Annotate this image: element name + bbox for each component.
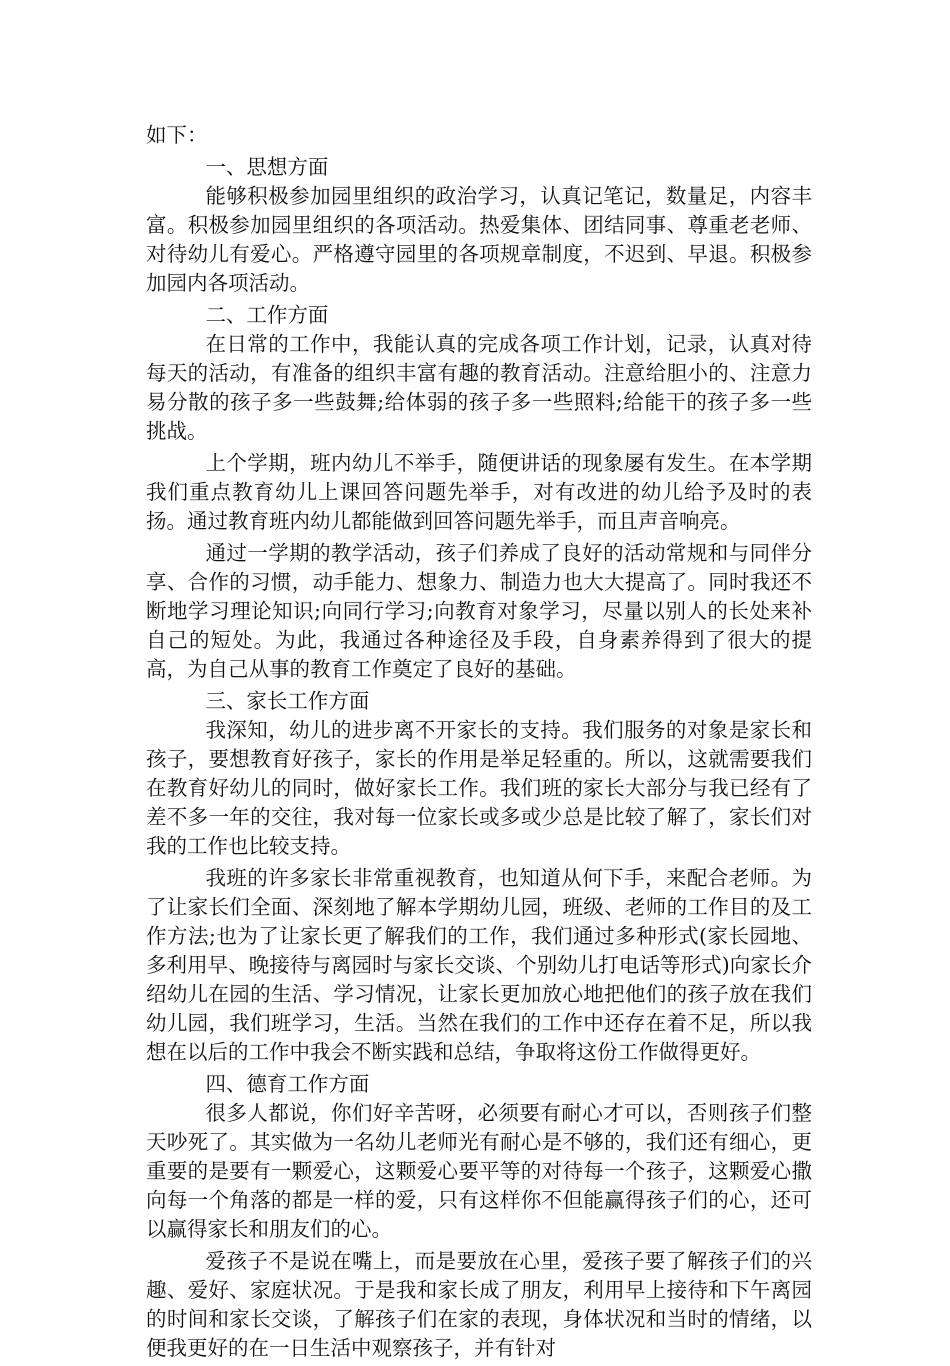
section-heading-parents: 三、家长工作方面 bbox=[205, 689, 370, 713]
paragraph-thought: 能够积极参加园里组织的政治学习，认真记笔记，数量足，内容丰富。积极参加园里组织的各项活动。热爱集体、团结同事、尊重老老师、对待幼儿有爱心。严格遵守园里的各项规章制度，不迟到、早退。积极参加园内各项活动。 bbox=[146, 184, 812, 295]
intro-line: 如下： bbox=[146, 123, 208, 147]
section-heading-thought: 一、思想方面 bbox=[205, 155, 329, 179]
paragraph-work-last-term: 上个学期，班内幼儿不举手，随便讲话的现象屡有发生。在本学期我们重点教育幼儿上课回答问题先举手，对有改进的幼儿给予及时的表扬。通过教育班内幼儿都能做到回答问题先举手，而且声音响亮。 bbox=[146, 451, 812, 533]
paragraph-parents-education: 我班的许多家长非常重视教育，也知道从何下手，来配合老师。为了让家长们全面、深刻地了解本学期幼儿园，班级、老师的工作目的及工作方法;也为了让家长更了解我们的工作，我们通过多种形式(家长园地、多利用早、晚接待与离园时与家长交谈、个别幼儿打电话等形式)向家长介绍幼儿在园的生活、学习情况，让家长更加放心地把他们的孩子放在我们幼儿园，我们班学习，生活。当然在我们的工作中还存在着不足，所以我想在以后的工作中我会不断实践和总结，争取将这份工作做得更好。 bbox=[146, 866, 812, 1064]
section-heading-moral: 四、德育工作方面 bbox=[205, 1072, 370, 1096]
paragraph-moral-patience: 很多人都说，你们好辛苦呀，必须要有耐心才可以，否则孩子们整天吵死了。其实做为一名幼儿老师光有耐心是不够的，我们还有细心，更重要的是要有一颗爱心，这颗爱心要平等的对待每一个孩子，这颗爱心撒向每一个角落的都是一样的爱，只有这样你不但能赢得孩子们的心，还可以赢得家长和朋友们的心。 bbox=[146, 1101, 812, 1241]
paragraph-work-semester: 通过一学期的教学活动，孩子们养成了良好的活动常规和与同伴分享、合作的习惯，动手能力、想象力、制造力也大大提高了。同时我还不断地学习理论知识;向同行学习;向教育对象学习，尽量以别人的长处来补自己的短处。为此，我通过各种途径及手段，自身素养得到了很大的提高，为自己从事的教育工作奠定了良好的基础。 bbox=[146, 541, 812, 681]
paragraph-work-daily: 在日常的工作中，我能认真的完成各项工作计划，记录，认真对待每天的活动，有准备的组织丰富有趣的教育活动。注意给胆小的、注意力易分散的孩子多一些鼓舞;给体弱的孩子多一些照料;给能干的孩子多一些挑战。 bbox=[146, 332, 812, 443]
paragraph-moral-love: 爱孩子不是说在嘴上，而是要放在心里，爱孩子要了解孩子们的兴趣、爱好、家庭状况。于是我和家长成了朋友，利用早上接待和下午离园的时间和家长交谈，了解孩子们在家的表现，身体状况和当时的情绪，以便我更好的在一日生活中观察孩子，并有针对 bbox=[146, 1249, 812, 1360]
document-body bbox=[146, 121, 812, 1366]
paragraph-parents-support: 我深知，幼儿的进步离不开家长的支持。我们服务的对象是家长和孩子，要想教育好孩子，家长的作用是举足轻重的。所以，这就需要我们在教育好幼儿的同时，做好家长工作。我们班的家长大部分与我已经有了差不多一年的交往，我对每一位家长或多或少总是比较了解了，家长们对我的工作也比较支持。 bbox=[146, 718, 812, 858]
section-heading-work: 二、工作方面 bbox=[205, 303, 329, 327]
